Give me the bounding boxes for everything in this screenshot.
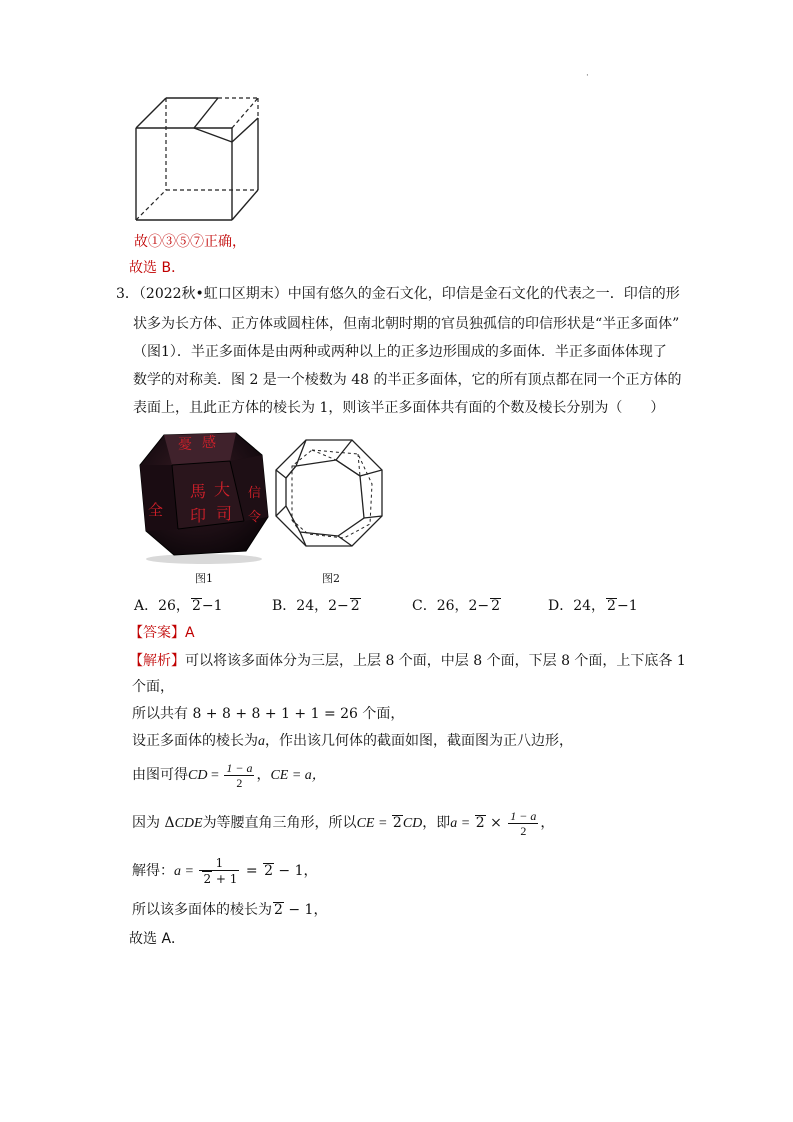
option-d-tail: −1: [616, 598, 638, 614]
prev-choose-end: ．: [171, 260, 186, 276]
analysis-line-4-var: a: [258, 734, 265, 749]
analysis-line-4: [132, 731, 573, 752]
figure-2-caption: 图2: [322, 572, 340, 585]
analysis-line-6: [132, 808, 554, 839]
analysis-line-6-sqrt-2: [475, 815, 486, 830]
analysis-fraction-3-den: [199, 871, 239, 886]
analysis-line-7-radicand: 2: [264, 863, 273, 879]
answer-line: [129, 623, 195, 643]
analysis-line-7-a: 解得：: [132, 863, 174, 879]
analysis-line-6-sqrt: [392, 815, 403, 830]
analysis-line-7-var: a =: [174, 864, 198, 879]
problem-line-3: （图1）．半正多面体是由两种或两种以上的正多边形围成的多面体．半正多面体体现了: [133, 344, 667, 360]
problem-line-1: [116, 284, 680, 304]
seal-char-1: 憂: [178, 437, 192, 453]
analysis-tag: 【解析】: [129, 653, 185, 669]
option-c[interactable]: [412, 596, 501, 616]
analysis-eq-a: = a，: [288, 768, 326, 783]
seal-char-9: 令: [248, 510, 262, 525]
analysis-cd: CD: [188, 768, 208, 783]
analysis-line-8-sqrt: [273, 902, 284, 917]
analysis-line-8-a: 所以该多面体的棱长为: [132, 902, 272, 918]
option-b-label: B．24，2−: [272, 598, 349, 614]
option-d-label: D．24，: [548, 598, 606, 614]
analysis-line-8: [132, 900, 327, 920]
option-d-sqrt: [606, 598, 617, 613]
option-a-sqrt: [191, 598, 202, 613]
analysis-fraction-3: [199, 856, 239, 886]
figure-1-caption: 图1: [195, 572, 213, 585]
corner-mark: ·: [586, 71, 589, 81]
analysis-line-6-b: 为等腰直角三角形，所以: [202, 815, 357, 831]
option-d[interactable]: [548, 596, 638, 616]
option-c-sqrt: [490, 598, 501, 613]
analysis-eq: =: [207, 768, 223, 783]
analysis-cde: CDE: [174, 816, 203, 831]
analysis-fraction-3-radicand: 2: [203, 872, 212, 886]
answer-value: A: [185, 625, 195, 641]
polyhedron-figure: [272, 436, 386, 550]
option-a-tail: −1: [201, 598, 223, 614]
analysis-line-1-text: 可以将该多面体分为三层，上层 8 个面，中层 8 个面，下层 8 个面，上下底各 1: [185, 653, 686, 669]
analysis-line-6-comma: ，: [540, 815, 555, 831]
analysis-times: ×: [485, 815, 507, 831]
analysis-fraction-1-den: 2: [236, 775, 243, 790]
analysis-line-4-a: 设正多面体的棱长为: [132, 733, 258, 749]
prev-choose-letter: B: [161, 260, 172, 276]
analysis-line-6-radicand: 2: [392, 815, 402, 831]
seal-char-4: 大: [214, 480, 231, 499]
seal-char-2: 感: [202, 435, 216, 451]
analysis-fraction-2-num: 1 − a: [510, 808, 537, 823]
seal-char-6: 司: [216, 504, 233, 523]
analysis-line-4-b: ，作出该几何体的截面如图，截面图为正八边形，: [265, 733, 573, 749]
answer-tag: 【答案】: [129, 625, 185, 641]
analysis-line-6-radicand-2: 2: [475, 815, 485, 831]
problem-number: 3．: [116, 286, 139, 302]
analysis-choose: [129, 929, 185, 949]
analysis-line-8-radicand: 2: [274, 902, 283, 918]
analysis-line-6-c: CE =: [356, 816, 391, 831]
option-a-label: A．26，: [134, 598, 190, 614]
analysis-ce: CE: [270, 768, 289, 783]
analysis-fraction-1-num: 1 − a: [226, 760, 253, 775]
option-b-sqrt: [350, 598, 361, 613]
problem-line-1-text: （2022秋•虹口区期末）中国有悠久的金石文化，印信是金石文化的代表之一．印信的形: [138, 286, 680, 302]
option-c-label: C．26，2−: [412, 598, 490, 614]
analysis-line-7-tail: − 1，: [273, 863, 318, 879]
analysis-line-6-d: CD: [402, 816, 423, 831]
seal-char-3: 馬: [190, 482, 207, 501]
analysis-line-7: [132, 856, 318, 887]
analysis-line-6-e: ，即: [422, 815, 451, 831]
analysis-choose-end: ．: [171, 931, 186, 947]
analysis-fraction-1: [224, 761, 254, 790]
analysis-line-6-f: a =: [450, 816, 474, 831]
seal-char-7: 全: [148, 501, 164, 519]
option-a[interactable]: [134, 596, 223, 616]
analysis-line-7-eq: =: [241, 863, 263, 879]
seal-char-8: 信: [248, 486, 262, 501]
analysis-line-5-a: 由图可得: [132, 767, 188, 783]
analysis-line-8-tail: − 1，: [283, 902, 328, 918]
analysis-line-3: 所以共有 8 + 8 + 8 + 1 + 1 = 26 个面，: [132, 706, 405, 722]
analysis-line-1: [129, 651, 686, 671]
analysis-fraction-3-den-tail: + 1: [212, 872, 238, 886]
analysis-fraction-3-sqrt: [202, 871, 212, 886]
analysis-line-6-a: 因为 Δ: [132, 815, 175, 831]
analysis-choose-letter: A: [161, 931, 172, 947]
prev-conclusion: 故①③⑤⑦正确，: [134, 234, 246, 250]
analysis-line-5-b: ，: [256, 767, 271, 783]
analysis-fraction-3-num: 1: [199, 856, 239, 871]
option-b-radicand: 2: [350, 598, 360, 614]
prev-choose: [129, 258, 185, 278]
seal-char-5: 印: [190, 506, 207, 525]
cut-cube-figure: [128, 92, 268, 228]
option-c-radicand: 2: [491, 598, 501, 614]
seal-photo-figure: [134, 425, 274, 565]
analysis-line-5: [132, 760, 326, 791]
option-a-radicand: 2: [191, 598, 201, 614]
analysis-fraction-2: [508, 809, 538, 838]
analysis-choose-text: 故选: [129, 931, 157, 947]
analysis-line-7-sqrt: [263, 863, 274, 878]
analysis-line-2: 个面，: [132, 679, 174, 695]
option-b[interactable]: [272, 596, 361, 616]
problem-line-2: 状多为长方体、正方体或圆柱体，但南北朝时期的官员独孤信的印信形状是“半正多面体”: [133, 316, 680, 332]
problem-line-5: 表面上，且此正方体的棱长为 1，则该半正多面体共有面的个数及棱长分别为（ ）: [133, 400, 665, 416]
option-d-radicand: 2: [607, 598, 616, 614]
analysis-fraction-2-den: 2: [520, 823, 527, 838]
prev-choose-text: 故选: [129, 260, 157, 276]
problem-line-4: 数学的对称美．图 2 是一个棱数为 48 的半正多面体，它的所有顶点都在同一个正方体的: [133, 372, 682, 388]
